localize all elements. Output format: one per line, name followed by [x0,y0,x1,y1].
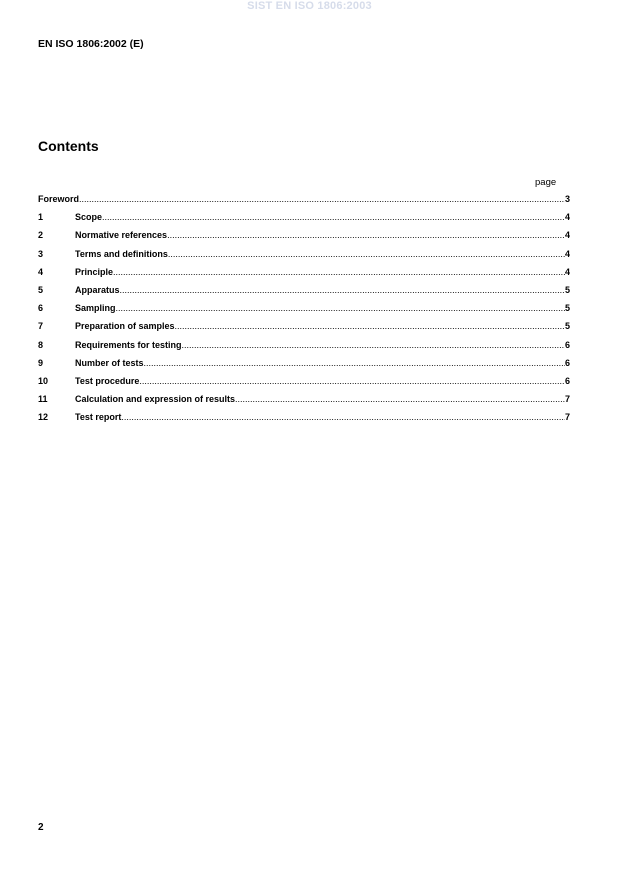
toc-entry-number: 11 [38,394,48,405]
toc-entry-page: 6 [564,375,570,386]
toc-entry-page: 4 [564,266,570,277]
toc-entry-apparatus[interactable] [38,285,570,303]
toc-entry-number: 3 [38,248,44,259]
toc-entry-title: Preparation of samples [75,321,175,332]
toc-entry-terms-and-definitions[interactable] [38,249,570,267]
page-number: 2 [38,822,44,833]
toc-entry-number: 12 [38,412,49,423]
toc-entry-page: 4 [564,248,570,259]
toc-leader-dots [79,194,565,204]
table-of-contents [38,194,570,430]
toc-entry-number-of-tests[interactable] [38,358,570,376]
toc-entry-normative-references[interactable] [38,230,570,248]
toc-entry-page: 6 [564,357,570,368]
toc-entry-number: 4 [38,266,44,277]
toc-entry-title: Requirements for testing [75,339,182,350]
toc-leader-dots [120,285,565,295]
toc-entry-foreword[interactable] [38,194,570,212]
toc-leader-dots [175,321,565,331]
toc-entry-number: 6 [38,303,44,314]
toc-entry-test-report[interactable] [38,412,570,430]
toc-entry-number: 9 [38,357,44,368]
toc-entry-title: Scope [75,212,103,223]
toc-entry-title: Normative references [75,230,168,241]
toc-entry-requirements-for-testing[interactable] [38,340,570,358]
document-identifier: EN ISO 1806:2002 (E) [38,38,144,50]
toc-entry-number: 7 [38,321,44,332]
toc-leader-dots [235,394,565,404]
toc-entry-title: Apparatus [75,284,120,295]
toc-entry-page: 4 [564,230,570,241]
toc-entry-principle[interactable] [38,267,570,285]
toc-entry-page: 7 [564,394,570,405]
toc-leader-dots [116,303,565,313]
toc-entry-page: 4 [564,212,570,223]
toc-entry-title: Calculation and expression of results [75,394,236,405]
page-column-label: page [535,177,557,188]
toc-entry-title: Number of tests [75,357,144,368]
toc-entry-page: 6 [564,339,570,350]
toc-entry-page: 5 [564,303,570,314]
toc-entry-page: 7 [564,412,570,423]
toc-leader-dots [168,249,565,259]
toc-entry-title: Terms and definitions [75,248,168,259]
toc-entry-title: Sampling [75,303,116,314]
toc-leader-dots [102,212,565,222]
toc-entry-number: 8 [38,339,44,350]
toc-entry-title: Principle [75,266,114,277]
toc-leader-dots [121,412,565,422]
toc-leader-dots [139,376,565,386]
toc-entry-number: 1 [38,212,44,223]
toc-entry-sampling[interactable] [38,303,570,321]
toc-entry-test-procedure[interactable] [38,376,570,394]
toc-leader-dots [113,267,565,277]
contents-heading: Contents [38,138,99,154]
toc-entry-page: 3 [564,194,570,204]
toc-entry-number: 2 [38,230,44,241]
toc-leader-dots [167,230,565,240]
toc-entry-title: Test procedure [75,375,140,386]
toc-entry-scope[interactable] [38,212,570,230]
toc-leader-dots [182,340,565,350]
toc-entry-number: 10 [38,375,49,386]
toc-entry-page: 5 [564,284,570,295]
toc-entry-title: Foreword [38,194,80,204]
toc-entry-page: 5 [564,321,570,332]
toc-entry-preparation-of-samples[interactable] [38,321,570,339]
watermark: SIST EN ISO 1806:2003 [247,0,372,12]
toc-entry-calculation-and-expression-of-results[interactable] [38,394,570,412]
toc-entry-title: Test report [75,412,122,423]
toc-entry-number: 5 [38,284,44,295]
toc-leader-dots [144,358,565,368]
